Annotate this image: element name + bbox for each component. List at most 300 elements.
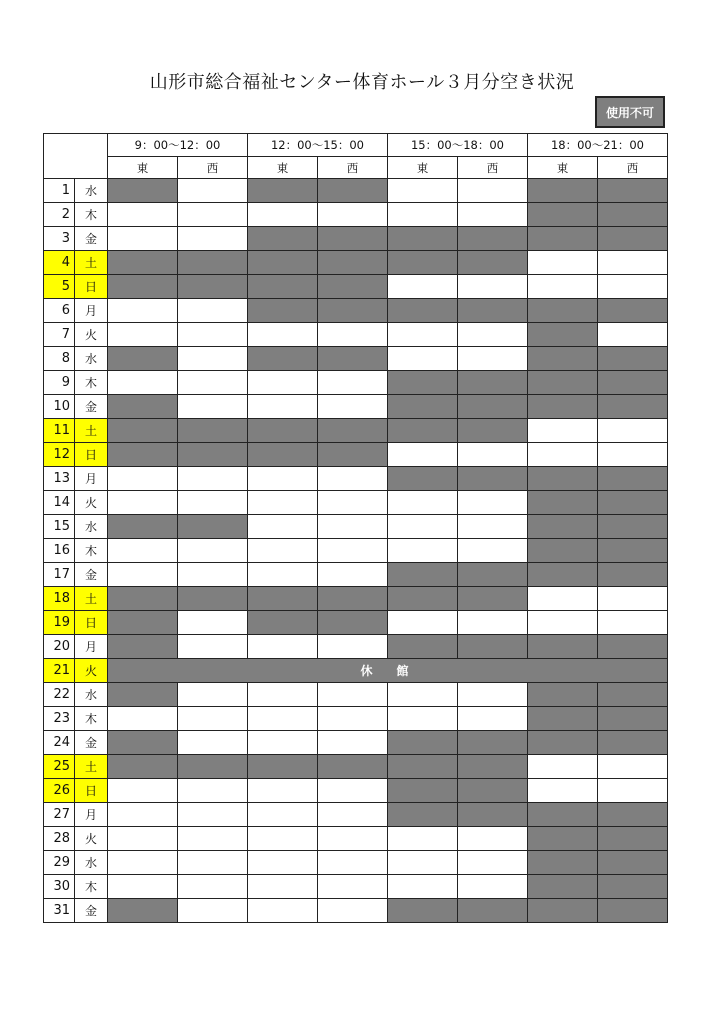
day-number: 14 (44, 491, 75, 515)
slot-cell-available (318, 563, 388, 587)
slot-cell-available (248, 563, 318, 587)
slot-cell-available (388, 539, 458, 563)
slot-cell-unavailable (248, 275, 318, 299)
table-body (44, 134, 668, 923)
slot-cell-unavailable (318, 755, 388, 779)
day-number: 15 (44, 515, 75, 539)
slot-cell-unavailable (248, 227, 318, 251)
slot-cell-available (318, 683, 388, 707)
table-row (44, 659, 668, 683)
weekday: 日 (75, 611, 108, 635)
slot-cell-available (388, 683, 458, 707)
closed-cell: 休 館 (108, 659, 668, 683)
slot-cell-available (458, 875, 528, 899)
slot-cell-unavailable (598, 851, 668, 875)
slot-cell-available (388, 443, 458, 467)
slot-cell-unavailable (528, 467, 598, 491)
slot-cell-available (318, 395, 388, 419)
slot-cell-unavailable (528, 731, 598, 755)
weekday: 金 (75, 563, 108, 587)
slot-cell-unavailable (458, 467, 528, 491)
weekday: 木 (75, 371, 108, 395)
day-number: 4 (44, 251, 75, 275)
slot-cell-available (178, 347, 248, 371)
slot-cell-unavailable (598, 707, 668, 731)
slot-cell-available (248, 635, 318, 659)
slot-cell-unavailable (388, 587, 458, 611)
slot-cell-available (108, 491, 178, 515)
slot-cell-unavailable (178, 275, 248, 299)
slot-cell-unavailable (178, 587, 248, 611)
day-number: 31 (44, 899, 75, 923)
slot-cell-unavailable (528, 683, 598, 707)
slot-cell-available (108, 371, 178, 395)
slot-cell-available (108, 299, 178, 323)
slot-cell-available (318, 827, 388, 851)
slot-cell-available (108, 563, 178, 587)
weekday: 火 (75, 323, 108, 347)
slot-cell-unavailable (598, 539, 668, 563)
slot-cell-unavailable (598, 803, 668, 827)
legend-unavailable-badge: 使用不可 (595, 96, 665, 128)
slot-cell-available (388, 827, 458, 851)
slot-cell-available (248, 875, 318, 899)
side-header-east: 東 (528, 157, 598, 179)
table-row (44, 731, 668, 755)
slot-cell-unavailable (318, 611, 388, 635)
slot-cell-available (178, 299, 248, 323)
slot-cell-available (388, 875, 458, 899)
slot-cell-unavailable (318, 179, 388, 203)
slot-cell-available (458, 611, 528, 635)
table-row (44, 539, 668, 563)
side-header-west: 西 (598, 157, 668, 179)
slot-cell-available (388, 611, 458, 635)
slot-cell-unavailable (528, 491, 598, 515)
table-row (44, 755, 668, 779)
slot-cell-unavailable (388, 563, 458, 587)
slot-cell-unavailable (528, 707, 598, 731)
slot-cell-available (178, 875, 248, 899)
table-row (44, 683, 668, 707)
slot-cell-available (598, 587, 668, 611)
slot-cell-available (318, 323, 388, 347)
table-row (44, 611, 668, 635)
slot-cell-unavailable (598, 371, 668, 395)
day-number: 5 (44, 275, 75, 299)
table-row (44, 587, 668, 611)
slot-cell-available (458, 491, 528, 515)
table-row (44, 707, 668, 731)
slot-cell-unavailable (108, 395, 178, 419)
slot-cell-unavailable (528, 827, 598, 851)
slot-cell-unavailable (108, 179, 178, 203)
slot-cell-available (248, 491, 318, 515)
slot-cell-unavailable (528, 851, 598, 875)
slot-cell-available (178, 491, 248, 515)
slot-cell-available (248, 899, 318, 923)
weekday: 木 (75, 875, 108, 899)
day-number: 11 (44, 419, 75, 443)
time-slot-header-row (44, 134, 668, 157)
weekday: 月 (75, 635, 108, 659)
day-number: 25 (44, 755, 75, 779)
weekday: 木 (75, 707, 108, 731)
slot-cell-available (598, 419, 668, 443)
slot-cell-unavailable (598, 731, 668, 755)
slot-cell-available (108, 467, 178, 491)
slot-cell-unavailable (528, 347, 598, 371)
slot-cell-unavailable (528, 227, 598, 251)
slot-cell-unavailable (248, 611, 318, 635)
slot-cell-available (528, 443, 598, 467)
weekday: 金 (75, 899, 108, 923)
day-number: 9 (44, 371, 75, 395)
slot-cell-unavailable (598, 827, 668, 851)
slot-cell-available (388, 707, 458, 731)
slot-cell-available (388, 323, 458, 347)
weekday: 日 (75, 443, 108, 467)
day-number: 16 (44, 539, 75, 563)
slot-cell-unavailable (598, 683, 668, 707)
slot-cell-available (598, 779, 668, 803)
slot-cell-unavailable (598, 899, 668, 923)
day-number: 6 (44, 299, 75, 323)
slot-cell-unavailable (598, 635, 668, 659)
table-row (44, 563, 668, 587)
slot-cell-unavailable (458, 563, 528, 587)
slot-cell-available (458, 323, 528, 347)
table-row (44, 395, 668, 419)
slot-cell-available (108, 539, 178, 563)
slot-cell-available (458, 515, 528, 539)
slot-cell-unavailable (388, 299, 458, 323)
slot-cell-unavailable (458, 755, 528, 779)
slot-cell-available (178, 467, 248, 491)
slot-cell-available (178, 371, 248, 395)
weekday: 水 (75, 515, 108, 539)
slot-cell-unavailable (388, 467, 458, 491)
slot-cell-available (318, 203, 388, 227)
slot-cell-unavailable (248, 299, 318, 323)
slot-cell-available (598, 755, 668, 779)
slot-cell-unavailable (248, 443, 318, 467)
slot-cell-available (388, 179, 458, 203)
slot-cell-available (248, 731, 318, 755)
slot-cell-unavailable (528, 515, 598, 539)
slot-cell-unavailable (108, 731, 178, 755)
slot-cell-available (248, 323, 318, 347)
slot-cell-unavailable (598, 491, 668, 515)
slot-cell-unavailable (458, 227, 528, 251)
slot-cell-available (178, 395, 248, 419)
slot-cell-unavailable (108, 275, 178, 299)
slot-cell-unavailable (388, 779, 458, 803)
slot-cell-available (248, 467, 318, 491)
slot-cell-unavailable (598, 467, 668, 491)
slot-cell-available (458, 827, 528, 851)
slot-cell-unavailable (108, 419, 178, 443)
table-row (44, 875, 668, 899)
slot-cell-available (178, 611, 248, 635)
slot-cell-available (388, 491, 458, 515)
day-number: 3 (44, 227, 75, 251)
slot-cell-available (178, 779, 248, 803)
slot-cell-available (178, 203, 248, 227)
slot-cell-unavailable (598, 179, 668, 203)
weekday: 木 (75, 203, 108, 227)
slot-cell-unavailable (388, 755, 458, 779)
day-number: 30 (44, 875, 75, 899)
slot-cell-available (318, 779, 388, 803)
slot-cell-unavailable (598, 395, 668, 419)
slot-cell-unavailable (248, 347, 318, 371)
side-header-west: 西 (318, 157, 388, 179)
day-number: 1 (44, 179, 75, 203)
side-header-west: 西 (178, 157, 248, 179)
day-number: 28 (44, 827, 75, 851)
weekday: 土 (75, 419, 108, 443)
day-number: 7 (44, 323, 75, 347)
slot-cell-available (388, 851, 458, 875)
weekday: 日 (75, 275, 108, 299)
day-number: 29 (44, 851, 75, 875)
slot-cell-unavailable (388, 227, 458, 251)
slot-cell-available (178, 683, 248, 707)
slot-cell-unavailable (318, 347, 388, 371)
slot-cell-unavailable (598, 515, 668, 539)
day-number: 18 (44, 587, 75, 611)
table-row (44, 227, 668, 251)
slot-cell-available (318, 851, 388, 875)
slot-cell-unavailable (108, 347, 178, 371)
table-row (44, 347, 668, 371)
slot-header-2: 12：00～15：00 (248, 134, 388, 157)
slot-cell-available (318, 899, 388, 923)
slot-cell-unavailable (318, 227, 388, 251)
slot-cell-available (388, 515, 458, 539)
slot-cell-unavailable (248, 587, 318, 611)
slot-cell-unavailable (108, 611, 178, 635)
slot-cell-unavailable (178, 419, 248, 443)
slot-cell-unavailable (528, 179, 598, 203)
slot-cell-available (248, 707, 318, 731)
slot-cell-available (598, 251, 668, 275)
slot-cell-available (318, 707, 388, 731)
day-number: 22 (44, 683, 75, 707)
slot-cell-available (108, 707, 178, 731)
weekday: 水 (75, 179, 108, 203)
table-row (44, 251, 668, 275)
slot-cell-available (178, 899, 248, 923)
day-number: 13 (44, 467, 75, 491)
slot-cell-unavailable (108, 587, 178, 611)
slot-cell-available (388, 203, 458, 227)
slot-cell-unavailable (458, 899, 528, 923)
slot-cell-unavailable (108, 683, 178, 707)
slot-cell-available (108, 779, 178, 803)
slot-cell-unavailable (458, 731, 528, 755)
availability-table (43, 133, 668, 923)
slot-cell-available (458, 347, 528, 371)
slot-cell-available (248, 803, 318, 827)
table-row (44, 491, 668, 515)
day-number: 21 (44, 659, 75, 683)
slot-cell-available (318, 515, 388, 539)
slot-cell-unavailable (458, 587, 528, 611)
weekday: 月 (75, 467, 108, 491)
slot-cell-unavailable (458, 635, 528, 659)
slot-cell-available (248, 203, 318, 227)
slot-header-4: 18：00～21：00 (528, 134, 668, 157)
slot-cell-unavailable (598, 203, 668, 227)
slot-cell-available (178, 323, 248, 347)
table-row (44, 779, 668, 803)
weekday: 土 (75, 755, 108, 779)
slot-cell-unavailable (528, 203, 598, 227)
slot-cell-unavailable (458, 371, 528, 395)
slot-cell-available (458, 275, 528, 299)
slot-cell-available (318, 875, 388, 899)
slot-cell-available (598, 443, 668, 467)
slot-cell-available (248, 851, 318, 875)
day-number: 2 (44, 203, 75, 227)
slot-cell-available (528, 755, 598, 779)
slot-cell-available (388, 275, 458, 299)
table-row (44, 467, 668, 491)
slot-cell-available (528, 779, 598, 803)
slot-cell-available (178, 731, 248, 755)
weekday: 日 (75, 779, 108, 803)
weekday: 金 (75, 731, 108, 755)
slot-cell-unavailable (108, 443, 178, 467)
slot-cell-unavailable (598, 875, 668, 899)
day-number: 12 (44, 443, 75, 467)
slot-cell-unavailable (318, 419, 388, 443)
slot-cell-unavailable (528, 635, 598, 659)
slot-cell-unavailable (528, 875, 598, 899)
slot-cell-available (178, 635, 248, 659)
slot-cell-available (528, 419, 598, 443)
slot-cell-available (318, 635, 388, 659)
day-number: 26 (44, 779, 75, 803)
slot-cell-unavailable (248, 251, 318, 275)
slot-cell-available (108, 203, 178, 227)
slot-header-3: 15：00～18：00 (388, 134, 528, 157)
table-row (44, 371, 668, 395)
slot-cell-unavailable (458, 299, 528, 323)
slot-cell-unavailable (598, 347, 668, 371)
weekday: 土 (75, 251, 108, 275)
slot-cell-unavailable (248, 755, 318, 779)
slot-cell-available (248, 395, 318, 419)
slot-cell-unavailable (598, 299, 668, 323)
slot-cell-unavailable (318, 299, 388, 323)
day-number: 17 (44, 563, 75, 587)
slot-cell-available (248, 827, 318, 851)
slot-cell-unavailable (528, 899, 598, 923)
slot-cell-unavailable (528, 299, 598, 323)
slot-cell-available (318, 467, 388, 491)
slot-cell-available (178, 539, 248, 563)
slot-cell-available (318, 539, 388, 563)
side-header-east: 東 (248, 157, 318, 179)
slot-cell-unavailable (458, 419, 528, 443)
slot-cell-available (178, 563, 248, 587)
slot-cell-unavailable (388, 395, 458, 419)
side-header-east: 東 (108, 157, 178, 179)
slot-cell-unavailable (248, 419, 318, 443)
slot-cell-available (318, 491, 388, 515)
slot-cell-unavailable (388, 635, 458, 659)
slot-cell-available (178, 707, 248, 731)
slot-header-1: 9：00～12：00 (108, 134, 248, 157)
table-row (44, 899, 668, 923)
day-number: 19 (44, 611, 75, 635)
slot-cell-unavailable (248, 179, 318, 203)
slot-cell-unavailable (318, 275, 388, 299)
day-number: 24 (44, 731, 75, 755)
slot-cell-unavailable (528, 323, 598, 347)
slot-cell-unavailable (318, 443, 388, 467)
slot-cell-available (248, 683, 318, 707)
slot-cell-available (458, 683, 528, 707)
weekday: 金 (75, 227, 108, 251)
slot-cell-unavailable (388, 899, 458, 923)
slot-cell-unavailable (108, 899, 178, 923)
slot-cell-available (108, 851, 178, 875)
slot-cell-available (528, 587, 598, 611)
slot-cell-unavailable (108, 755, 178, 779)
slot-cell-available (318, 803, 388, 827)
slot-cell-available (598, 611, 668, 635)
weekday: 水 (75, 683, 108, 707)
slot-cell-available (178, 851, 248, 875)
slot-cell-available (318, 731, 388, 755)
slot-cell-available (458, 539, 528, 563)
table-row (44, 203, 668, 227)
slot-cell-available (178, 227, 248, 251)
corner-cell (44, 134, 108, 179)
slot-cell-unavailable (458, 803, 528, 827)
table-row (44, 299, 668, 323)
slot-cell-available (248, 779, 318, 803)
day-number: 20 (44, 635, 75, 659)
slot-cell-available (248, 515, 318, 539)
slot-cell-available (108, 827, 178, 851)
page-title: 山形市総合福祉センター体育ホール３月分空き状況 (149, 72, 575, 93)
slot-cell-available (528, 611, 598, 635)
slot-cell-available (248, 539, 318, 563)
weekday: 木 (75, 539, 108, 563)
slot-cell-available (388, 347, 458, 371)
slot-cell-available (178, 179, 248, 203)
slot-cell-unavailable (598, 563, 668, 587)
table-row (44, 827, 668, 851)
slot-cell-available (108, 803, 178, 827)
slot-cell-unavailable (528, 395, 598, 419)
day-number: 27 (44, 803, 75, 827)
slot-cell-unavailable (178, 515, 248, 539)
weekday: 水 (75, 347, 108, 371)
weekday: 土 (75, 587, 108, 611)
slot-cell-unavailable (108, 251, 178, 275)
table-row (44, 443, 668, 467)
slot-cell-unavailable (528, 563, 598, 587)
slot-cell-unavailable (178, 443, 248, 467)
weekday: 火 (75, 827, 108, 851)
slot-cell-unavailable (318, 587, 388, 611)
